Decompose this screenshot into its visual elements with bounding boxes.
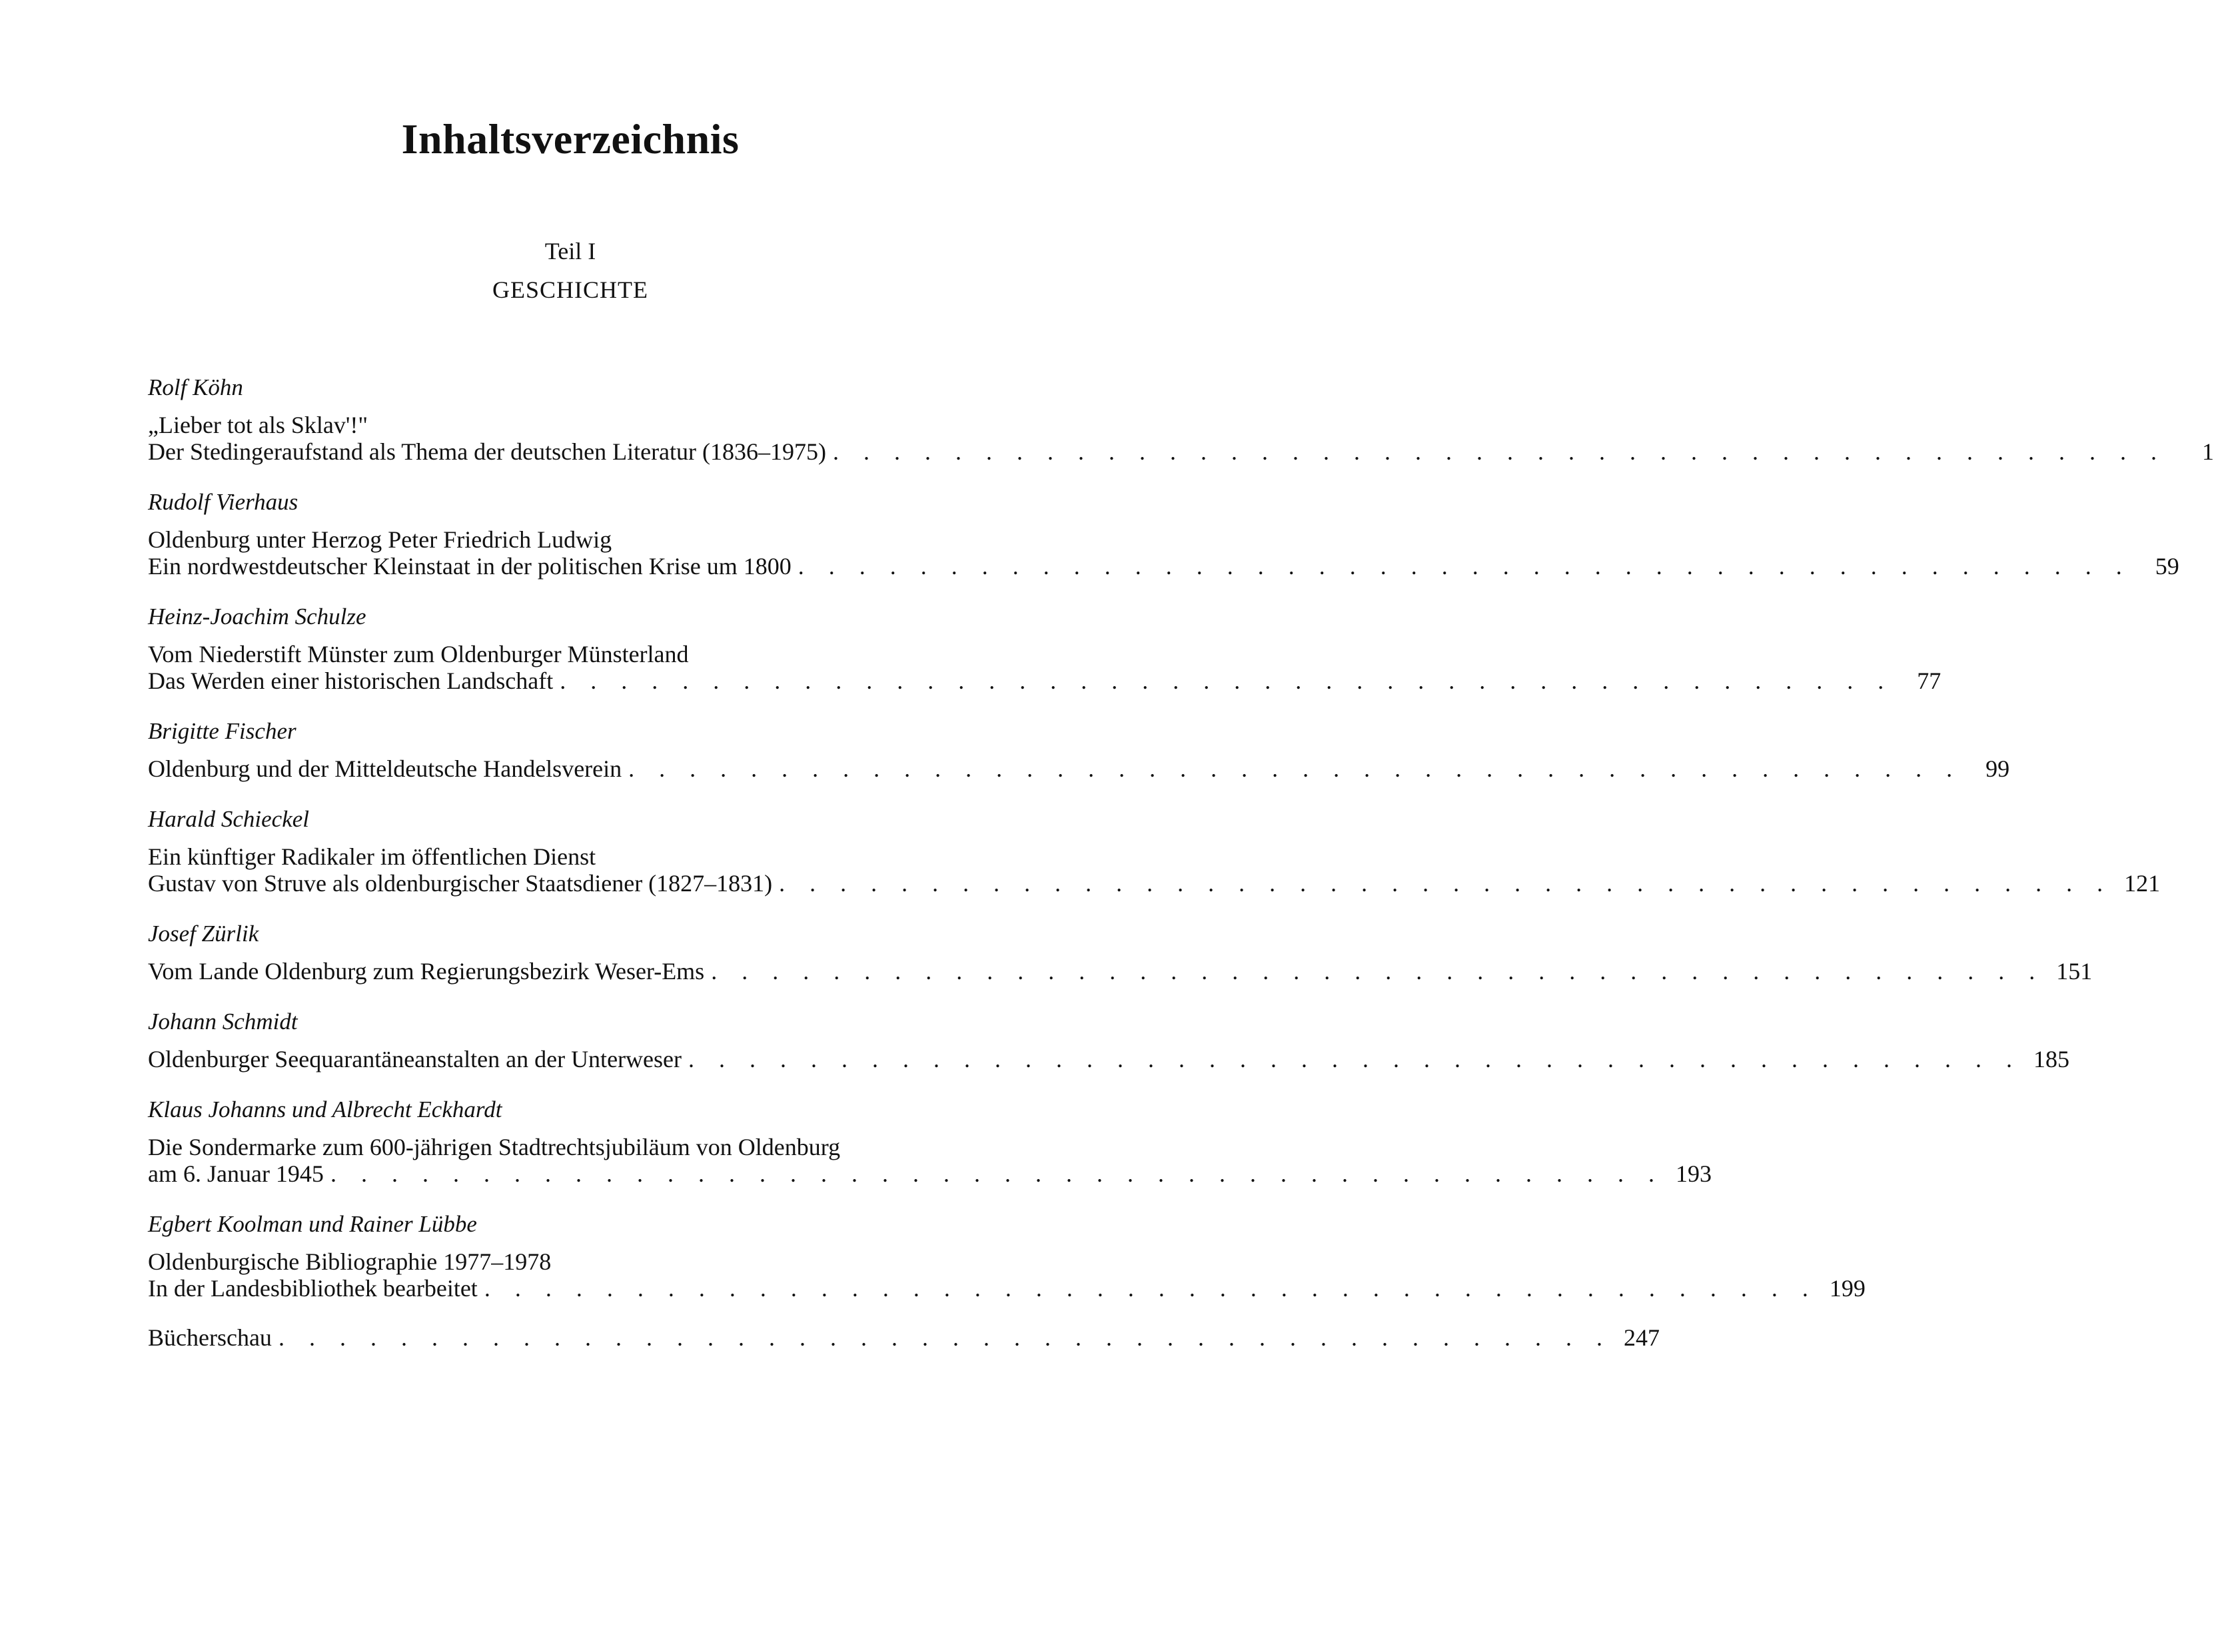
page-number: 151 <box>2056 958 2093 985</box>
entry-subtitle-line[interactable] <box>148 870 2161 897</box>
dot-leader: . . . . . . . . . . . . . . . . . . . . . . . . . . . . . . . . . . . . . . . . . . . . <box>278 1324 1612 1351</box>
toc-entry <box>148 488 2179 580</box>
entry-title: Die Sondermarke zum 600-jährigen Stadtrechtsjubiläum von Oldenburg <box>148 1134 841 1160</box>
entry-title-line <box>148 412 1001 438</box>
entry-author: Klaus Johanns und Albrecht Eckhardt <box>148 1096 502 1122</box>
entry-subtitle-line[interactable] <box>148 438 2214 465</box>
entry-subtitle: Gustav von Struve als oldenburgischer Staatsdiener (1827–1831) <box>148 870 773 897</box>
page-title: Inhaltsverzeichnis <box>401 115 740 163</box>
entry-subtitle: Ein nordwestdeutscher Kleinstaat in der politischen Krise um 1800 <box>148 553 792 580</box>
entry-author: Rolf Köhn <box>148 374 243 400</box>
entry-subtitle: Das Werden einer historischen Landschaft <box>148 667 554 694</box>
entry-title: Oldenburger Seequarantäneanstalten an der Unterweser <box>148 1046 682 1072</box>
entry-author: Brigitte Fischer <box>148 718 296 744</box>
part-number: Teil I <box>544 238 596 264</box>
page-number: 247 <box>1623 1324 1660 1351</box>
dot-leader: . . . . . . . . . . . . . . . . . . . . . . . . . . . . . . . . . . . . . . . . . . . . <box>560 667 1894 694</box>
entry-author: Harald Schieckel <box>148 806 309 832</box>
entry-subtitle: am 6. Januar 1945 <box>148 1160 324 1187</box>
review-title: Bücherschau <box>148 1324 272 1351</box>
dot-leader: . . . . . . . . . . . . . . . . . . . . . . . . . . . . . . . . . . . . . . . . . . . . <box>688 1046 2021 1072</box>
entry-subtitle: Der Stedingeraufstand als Thema der deutschen Literatur (1836–1975) <box>148 438 827 465</box>
dot-leader: . . . . . . . . . . . . . . . . . . . . . . . . . . . . . . . . . . . . . . . . . . . . <box>779 870 2113 897</box>
toc-entry-review <box>148 1324 1660 1351</box>
dot-leader: . . . . . . . . . . . . . . . . . . . . . . . . . . . . . . . . . . . . . . . . . . . . <box>798 553 2131 580</box>
entry-author: Egbert Koolman und Rainer Lübbe <box>148 1211 477 1237</box>
dot-leader: . . . . . . . . . . . . . . . . . . . . . . . . . . . . . . . . . . . . . . . . . . . . <box>484 1275 1818 1302</box>
dot-leader: . . . . . . . . . . . . . . . . . . . . . . . . . . . . . . . . . . . . . . . . . . . . <box>833 438 2167 465</box>
dot-leader: . . . . . . . . . . . . . . . . . . . . . . . . . . . . . . . . . . . . . . . . . . . . <box>628 755 1962 782</box>
entry-title-line <box>148 1134 1001 1160</box>
table-of-contents <box>148 373 2214 1374</box>
review-line[interactable] <box>148 1324 1660 1351</box>
entry-title-line <box>148 641 1001 667</box>
entry-subtitle-line[interactable] <box>148 1160 1712 1187</box>
entry-subtitle: In der Landesbibliothek bearbeitet <box>148 1275 478 1302</box>
page-number: 1 <box>2202 438 2214 465</box>
page-number: 193 <box>1675 1160 1712 1187</box>
entry-subtitle-line[interactable] <box>148 1275 1866 1302</box>
toc-entry <box>148 805 2161 897</box>
entry-author: Heinz-Joachim Schulze <box>148 604 366 629</box>
dot-leader: . . . . . . . . . . . . . . . . . . . . . . . . . . . . . . . . . . . . . . . . . . . . <box>711 958 2045 985</box>
page-number: 185 <box>2033 1046 2069 1072</box>
entry-title-line[interactable] <box>148 755 2010 782</box>
page-number: 99 <box>1985 755 2010 782</box>
entry-title: Ein künftiger Radikaler im öffentlichen Dienst <box>148 843 596 870</box>
entry-subtitle-line[interactable] <box>148 553 2179 580</box>
toc-entry <box>148 919 2093 985</box>
toc-entry <box>148 1095 1712 1187</box>
part-title: GESCHICHTE <box>492 276 648 303</box>
toc-entry <box>148 373 2214 465</box>
entry-author: Josef Zürlik <box>148 921 259 947</box>
entry-title: Vom Lande Oldenburg zum Regierungsbezirk Weser-Ems <box>148 958 705 985</box>
entry-title-line[interactable] <box>148 958 2093 985</box>
entry-title: „Lieber tot als Sklav'!" <box>148 412 368 438</box>
toc-entry <box>148 717 2010 782</box>
entry-title: Oldenburgische Bibliographie 1977–1978 <box>148 1248 552 1275</box>
toc-entry <box>148 1007 2069 1072</box>
entry-title: Oldenburg und der Mitteldeutsche Handelsverein <box>148 755 622 782</box>
entry-title: Oldenburg unter Herzog Peter Friedrich Ludwig <box>148 526 612 553</box>
page-number: 121 <box>2124 870 2161 897</box>
entry-title-line[interactable] <box>148 1046 2069 1072</box>
page-number: 199 <box>1829 1275 1866 1302</box>
entry-author: Johann Schmidt <box>148 1009 298 1034</box>
entry-author: Rudolf Vierhaus <box>148 489 298 515</box>
toc-entry <box>148 602 1941 694</box>
dot-leader: . . . . . . . . . . . . . . . . . . . . . . . . . . . . . . . . . . . . . . . . . . . . <box>330 1160 1664 1187</box>
entry-title: Vom Niederstift Münster zum Oldenburger Münsterland <box>148 641 689 667</box>
entry-title-line <box>148 1248 1001 1275</box>
page-number: 77 <box>1917 667 1941 694</box>
entry-subtitle-line[interactable] <box>148 667 1941 694</box>
entry-title-line <box>148 526 1001 553</box>
page-number: 59 <box>2155 553 2179 580</box>
entry-title-line <box>148 843 1001 870</box>
toc-entry <box>148 1210 1866 1302</box>
